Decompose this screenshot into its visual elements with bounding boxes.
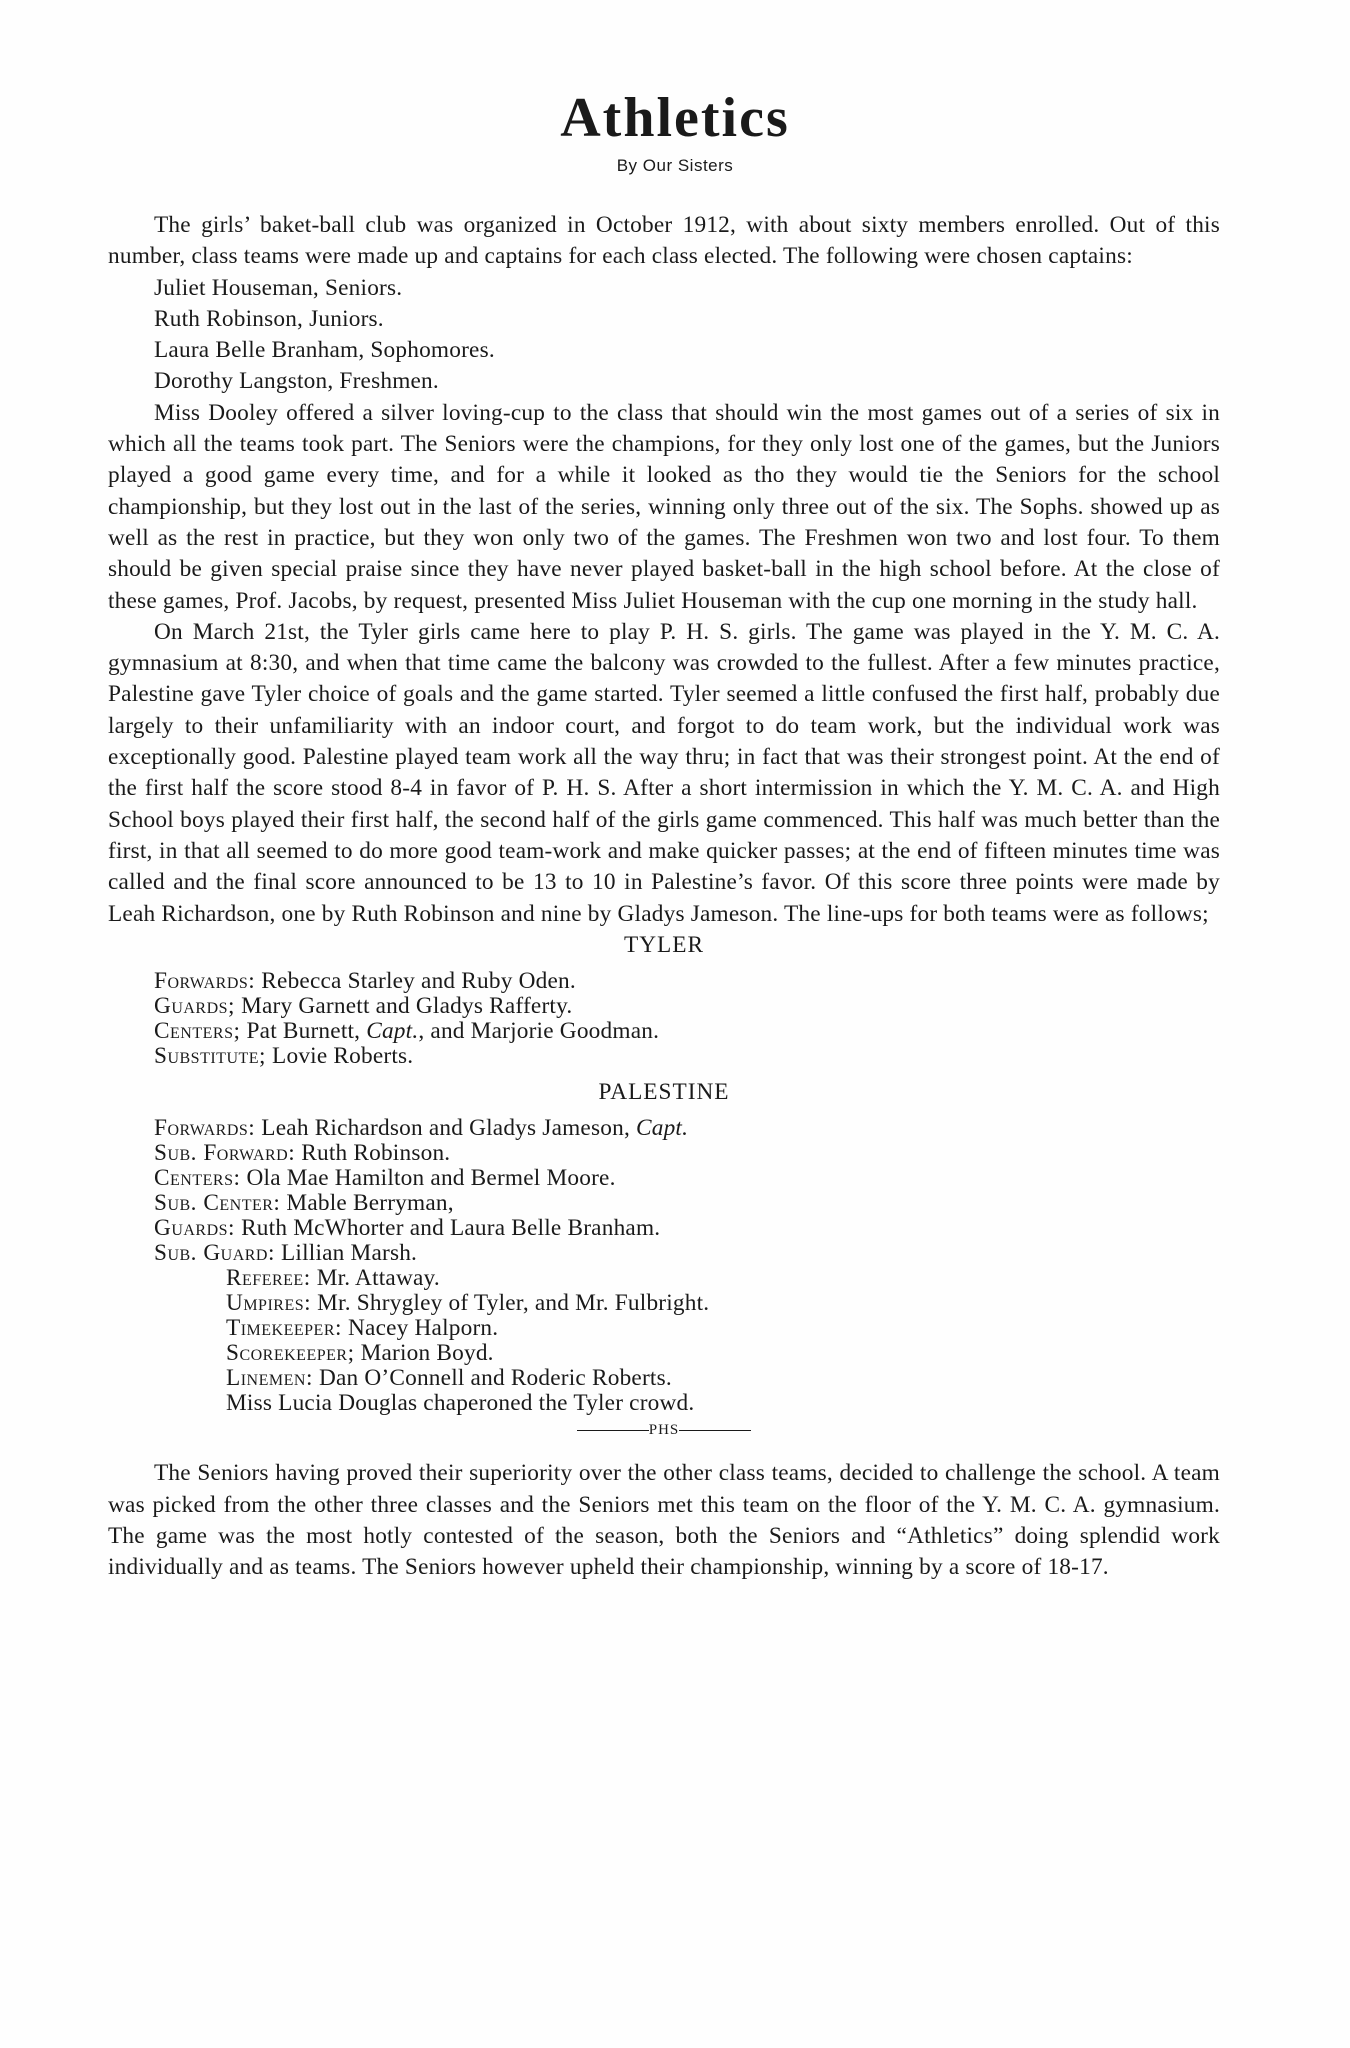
lineup-row [154, 1166, 1220, 1191]
lineup-row [154, 1241, 1220, 1266]
position-players: Leah Richardson and Gladys Jameson, [255, 1115, 636, 1142]
article-body [108, 210, 1220, 1584]
captain-item: Dorothy Langston, Freshmen. [154, 368, 439, 395]
seniors-paragraph: The Seniors having proved their superiority over the other class teams, decided to challenge the school. A team was picked from the other three classes and the Seniors met this team on the floor of the Y. M. C. A. gymnasium. The game was the most hotly contested of the season, both the Seniors and “Athletics” doing splendid work individually and as teams. The Seniors however upheld their championship, winning by a score of 18-17. [108, 1460, 1220, 1581]
lineup-row [154, 1191, 1220, 1216]
lineup-row [154, 1116, 1220, 1141]
position-label: Sub. Forward: [154, 1140, 296, 1167]
byline: By Our Sisters [616, 156, 734, 175]
intro-paragraph: The girls’ baket-ball club was organized in October 1912, with about sixty members enrolled. Out of this number, class teams were made up and captains for each class elected. The following were chosen captains: [108, 212, 1220, 270]
lineup-row [154, 1044, 1220, 1069]
official-name: Marion Boyd. [354, 1340, 494, 1367]
position-label: Forwards: [154, 968, 256, 995]
position-players: Ruth Robinson. [295, 1140, 451, 1167]
captain-mark: Capt. [636, 1115, 689, 1142]
tyler-lineup [108, 969, 1220, 1069]
palestine-lineup [108, 1116, 1220, 1416]
divider-rule-left [577, 1430, 649, 1431]
tyler-game-paragraph: On March 21st, the Tyler girls came here to play P. H. S. girls. The game was played in the Y. M. C. A. gymnasium at 8:30, and when that time came the balcony was crowded to the fullest. After a few minutes practice, Palestine gave Tyler choice of goals and the game started. Tyler seemed a little confused the first half, probably due largely to their unfamiliarity with an indoor court, and forgot to do team work, but the individual work was exceptionally good. Palestine played team work all the way thru; in fact that was their strongest point. At the end of the first half the score stood 8-4 in favor of P. H. S. After a short intermission in which the Y. M. C. A. and High School boys played their first half, the second half of the girls game commenced. This half was much better than the first, in that all seemed to do more good team-work and make quicker passes; at the end of fifteen minutes time was called and the final score announced to be 13 to 10 in Palestine’s favor. Of this score three points were made by Leah Richardson, one by Ruth Robinson and nine by Gladys Jameson. The line-ups for both teams were as follows; [108, 618, 1220, 927]
divider-rule-right [679, 1430, 751, 1431]
tyler-heading: TYLER [623, 931, 705, 958]
official-label: Referee: [226, 1265, 311, 1292]
position-label: Sub. Guard: [154, 1240, 275, 1267]
lineup-row [154, 1141, 1220, 1166]
position-players: Mable Berryman, [280, 1190, 454, 1217]
position-players: Lillian Marsh. [274, 1240, 418, 1267]
position-label: Guards; [154, 993, 236, 1020]
official-label: Scorekeeper; [226, 1340, 355, 1367]
section-divider [108, 1416, 1220, 1444]
captain-item: Laura Belle Branham, Sophomores. [154, 337, 495, 364]
captains-list [108, 273, 1220, 398]
captain-mark: Capt. [366, 1018, 419, 1045]
page-title: Athletics [560, 87, 790, 149]
position-label: Guards: [154, 1215, 236, 1242]
lineup-row [154, 1216, 1220, 1241]
official-name: Dan O’Connell and Roderic Roberts. [312, 1365, 672, 1392]
palestine-heading: PALESTINE [598, 1079, 730, 1106]
captain-item: Juliet Houseman, Seniors. [154, 274, 403, 301]
position-players: Ola Mae Hamilton and Bermel Moore. [240, 1165, 616, 1192]
position-players-cont: , and Marjorie Goodman. [418, 1018, 660, 1045]
position-label: Sub. Center: [154, 1190, 281, 1217]
official-row [154, 1291, 1220, 1316]
position-players: Lovie Roberts. [266, 1043, 414, 1070]
position-label: Substitute; [154, 1043, 267, 1070]
official-name: Mr. Attaway. [310, 1265, 440, 1292]
position-label: Centers; [154, 1018, 241, 1045]
position-players: Pat Burnett, [240, 1018, 367, 1045]
official-name: Nacey Halporn. [341, 1315, 499, 1342]
cup-paragraph: Miss Dooley offered a silver loving-cup to the class that should win the most games out of a series of six in which all the teams took part. The Seniors were the champions, for they only lost one of the games, but the Juniors played a good game every time, and for a while it looked as tho they would tie the Seniors for the school championship, but they lost out in the last of the series, winning only three out of the six. The Sophs. showed up as well as the rest in practice, but they won only two of the games. The Freshmen won two and lost four. To them should be given special praise since they have never played basket-ball in the high school before. At the close of these games, Prof. Jacobs, by request, presented Miss Juliet Houseman with the cup one morning in the study hall. [108, 399, 1220, 614]
position-label: Centers: [154, 1165, 241, 1192]
lineup-row [154, 1019, 1220, 1044]
official-label: Timekeeper: [226, 1315, 342, 1342]
lineup-row [154, 969, 1220, 994]
lineup-row [154, 994, 1220, 1019]
official-label: Umpires: [226, 1290, 312, 1317]
official-row [154, 1316, 1220, 1341]
official-row [154, 1341, 1220, 1366]
chaperone-note: Miss Lucia Douglas chaperoned the Tyler crowd. [226, 1390, 695, 1417]
position-players: Mary Garnett and Gladys Rafferty. [235, 993, 573, 1020]
official-name: Mr. Shrygley of Tyler, and Mr. Fulbright. [311, 1290, 710, 1317]
chaperone-row [154, 1391, 1220, 1416]
divider-text: PHS [648, 1422, 680, 1439]
official-label: Linemen: [226, 1365, 313, 1392]
position-players: Rebecca Starley and Ruby Oden. [255, 968, 576, 995]
official-row [154, 1266, 1220, 1291]
position-label: Forwards: [154, 1115, 256, 1142]
captain-item: Ruth Robinson, Juniors. [154, 305, 384, 332]
official-row [154, 1366, 1220, 1391]
position-players: Ruth McWhorter and Laura Belle Branham. [235, 1215, 661, 1242]
